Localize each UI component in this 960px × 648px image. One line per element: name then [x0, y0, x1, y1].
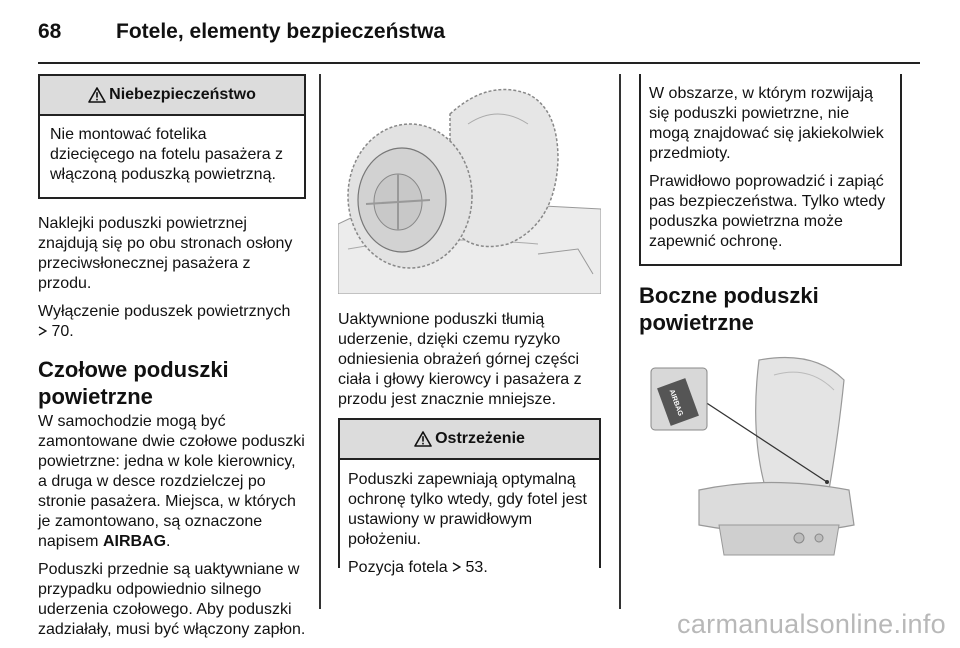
watermark: carmanualsonline.info [677, 609, 946, 639]
column-right [639, 74, 902, 571]
side-airbag-seat-illustration [639, 350, 902, 565]
airbag-label-text: AIRBAG [102, 533, 167, 550]
warning-box-header [340, 420, 599, 460]
airbag-tag-label: AIRBAG [667, 388, 684, 418]
page-reference-link[interactable]: 70. [51, 323, 74, 340]
page-number: 68 [38, 20, 62, 43]
column-divider [619, 74, 621, 609]
frontal-airbags-heading: Czołowe poduszki powietrzne [38, 357, 229, 409]
seat-position-text: Pozycja fotela [348, 559, 448, 576]
continued-warning-text-2: Prawidłowo poprowadzić i zapiąć pas bezpieczeństwa. Tylko wtedy poduszka powietrzna może zapewnić ochronę. [649, 173, 886, 250]
continued-warning-text-1: W obszarze, w którym rozwijają się poduszki powietrzne, nie mogą znajdować się jakiekolwiek przedmioty. [649, 85, 884, 162]
airbag-deactivation-paragraph [38, 302, 306, 342]
danger-box-header [40, 76, 304, 116]
warning-triangle-icon [414, 431, 432, 447]
activation-paragraph: Poduszki przednie są uaktywniane w przypadku odpowiednio silnego uderzenia czołowego. Aby poduszki zadziałały, musi być włączony zapłon. [38, 561, 306, 638]
airbag-deactivation-text: Wyłączenie poduszek powietrznych [38, 303, 291, 320]
chapter-title: Fotele, elementy bezpieczeństwa [116, 20, 446, 43]
page-reference-link[interactable]: 53. [465, 559, 488, 576]
sentence-end: . [166, 533, 171, 550]
continued-warning-box [639, 74, 902, 266]
sticker-paragraph: Naklejki poduszki powietrznej znajdują się po obu stronach osłony przeciwsłonecznej pasażera z przodu. [38, 215, 293, 292]
warning-box-text: Poduszki zapewniają optymalną ochronę tylko wtedy, gdy fotel jest ustawiony w prawidłowym położeniu. [348, 471, 587, 548]
column-middle [338, 74, 601, 576]
activated-airbags-paragraph: Uaktywnione poduszki tłumią uderzenie, dzięki czemu ryzyko odniesienia obrażeń górnej części ciała i głowy kierowcy i pasażera z przodu jest znacznie mniejsze. [338, 311, 582, 408]
page-reference-icon [452, 562, 461, 572]
danger-box-title: Niebezpieczeństwo [109, 86, 256, 103]
page-reference-icon [38, 326, 47, 336]
column-divider [319, 74, 321, 609]
frontal-airbags-text: W samochodzie mogą być zamontowane dwie czołowe poduszki powietrzne: jedna w kole kierownicy, a druga w desce rozdzielczej po stronie pasażera. Miejsca, w których je zamontowano, są oznaczone napisem [38, 413, 305, 550]
side-airbags-heading: Boczne poduszki powietrzne [639, 283, 819, 335]
warning-triangle-icon [88, 87, 106, 103]
column-left [38, 74, 306, 648]
page-header [38, 16, 920, 52]
danger-box-text: Nie montować fotelika dziecięcego na fotelu pasażera z włączoną poduszką powietrzną. [50, 126, 284, 183]
warning-box [338, 418, 601, 576]
seat-position-reference [348, 558, 591, 578]
header-rule [38, 62, 920, 64]
frontal-airbags-illustration [338, 74, 601, 294]
danger-box [38, 74, 306, 199]
frontal-airbags-paragraph [38, 412, 306, 552]
warning-box-title: Ostrzeżenie [435, 430, 525, 447]
